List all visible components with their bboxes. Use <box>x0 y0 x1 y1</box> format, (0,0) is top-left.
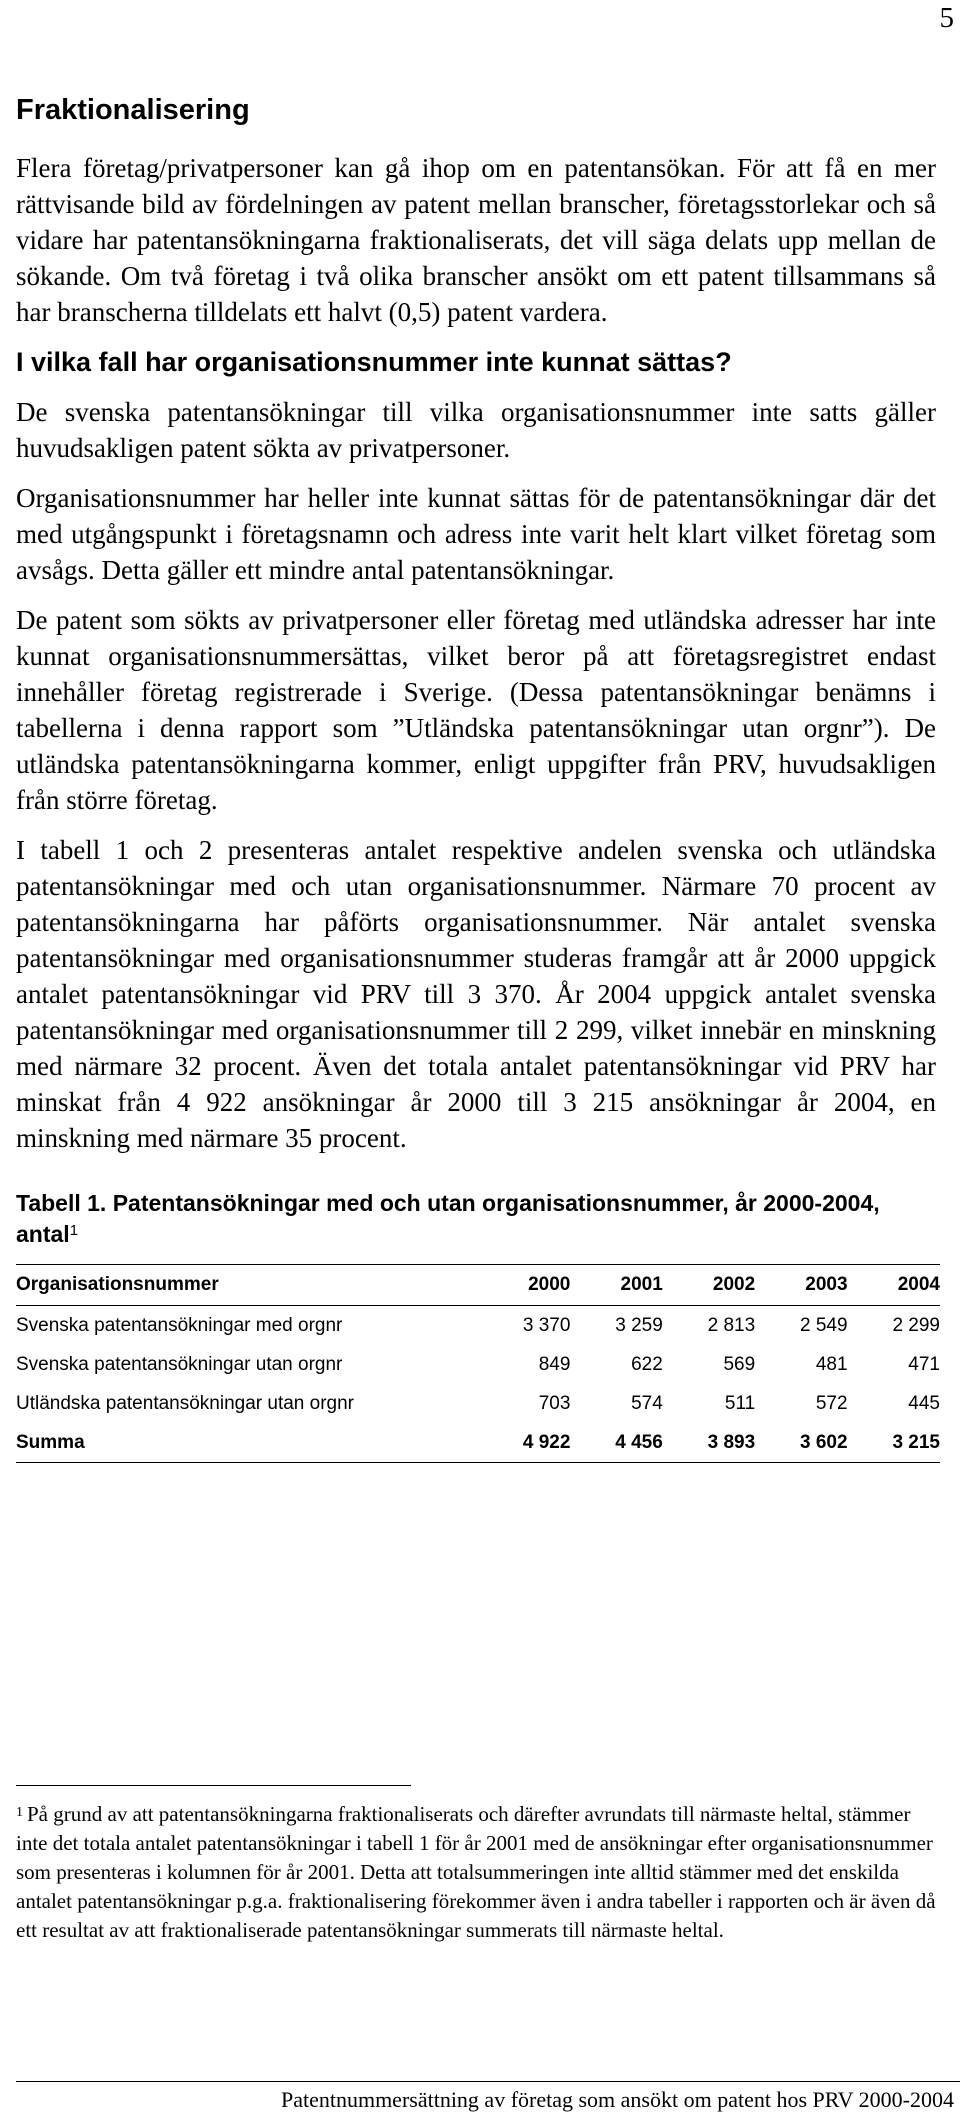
section-heading: Fraktionalisering <box>16 94 250 126</box>
table-cell: Svenska patentansökningar med orgnr <box>16 1314 343 1336</box>
table-cell: Summa <box>16 1431 85 1453</box>
table-cell: 3 370 <box>522 1314 571 1336</box>
table-cell: 4 456 <box>615 1431 663 1453</box>
table-cell: 849 <box>538 1353 571 1375</box>
table-cell: 511 <box>724 1392 756 1414</box>
paragraph: Organisationsnummer har heller inte kunnat sättas för de patentansökningar där det med utgångspunkt i företagsnamn och adress inte varit helt klart vilket företag som avsågs. Detta gäller ett mindre antal patentansökningar. <box>16 483 936 585</box>
table-cell: 574 <box>631 1392 663 1414</box>
table-cell: 471 <box>908 1353 940 1375</box>
table-cell: 4 922 <box>522 1431 571 1453</box>
document-body <box>16 92 940 1463</box>
column-header: 2003 <box>805 1274 848 1295</box>
column-header: 2001 <box>620 1274 663 1295</box>
paragraph: I tabell 1 och 2 presenteras antalet respektive andelen svenska och utländska patentansökningar med och utan organisationsnummer. Närmare 70 procent av patentansökningarna har påförts organisationsnummer. När antalet svenska patentansökningar med organisationsnummer studeras framgår att år 2000 uppgick antalet patentansökningar vid PRV till 3 370. År 2004 uppgick antalet svenska patentansökningar med organisationsnummer till 2 299, vilket innebär en minskning med närmare 32 procent. Även det totala antalet patentansökningar vid PRV har minskat från 4 922 ansökningar år 2000 till 3 215 ansökningar år 2004, en minskning med närmare 35 procent. <box>16 835 936 1153</box>
table-cell: 445 <box>908 1392 940 1414</box>
table-cell: 2 299 <box>892 1314 940 1336</box>
paragraph: De patent som sökts av privatpersoner eller företag med utländska adresser har inte kunnat organisationsnummersättas, vilket beror på att företagsregistret endast innehåller företag registrerade i Sverige. (Dessa patentansökningar benämns i tabellerna i denna rapport som ”Utländska patentansökningar utan orgnr”). De utländska patentansökningarna kommer, enligt uppgifter från PRV, huvudsakligen från större företag. <box>16 605 936 815</box>
page-footer: Patentnummersättning av företag som ansökt om patent hos PRV 2000-2004 <box>280 2087 954 2112</box>
footnote-text: På grund av att patentansökningarna fraktionaliserats och därefter avrundats till närmaste heltal, stämmer inte det totala antalet patentansökningar i tabell 1 för år 2001 med de ansökningar efter organisationsnummer som presenteras i kolumnen för år 2001. Detta att totalsummeringen inte alltid stämmer med det enskilda antalet patentansökningar p.g.a. fraktionalisering förekommer även i andra tabeller i rapporten och är även då ett resultat av att fraktionaliserade patentansökningar summerats till närmaste heltal. <box>16 1802 936 1942</box>
table-cell: 3 893 <box>707 1431 756 1453</box>
table-cell: 3 259 <box>615 1314 663 1336</box>
table-row <box>16 1345 940 1384</box>
column-header: Organisationsnummer <box>16 1274 219 1295</box>
table-cell: 3 215 <box>892 1431 940 1453</box>
footer-divider <box>16 2081 960 2082</box>
table-cell: 2 813 <box>707 1314 756 1336</box>
table-caption-text: Tabell 1. Patentansökningar med och utan organisationsnummer, år 2000-2004, antal <box>16 1190 880 1247</box>
table-sum-row <box>16 1423 940 1463</box>
table-cell: 2 549 <box>800 1314 848 1336</box>
table-cell: Utländska patentansökningar utan orgnr <box>16 1392 355 1414</box>
footnote-mark: 1 <box>16 1805 23 1820</box>
table-header-row <box>16 1265 940 1306</box>
table-cell: 481 <box>815 1353 848 1375</box>
table-row <box>16 1384 940 1423</box>
sub-heading: I vilka fall har organisationsnummer inte kunnat sättas? <box>16 347 732 377</box>
data-table <box>16 1264 940 1463</box>
footnote-divider <box>16 1785 411 1786</box>
table-cell: 569 <box>723 1353 756 1375</box>
table-row <box>16 1306 940 1346</box>
paragraph: De svenska patentansökningar till vilka organisationsnummer inte satts gäller huvudsakligen patent sökta av privatpersoner. <box>16 397 936 463</box>
paragraph: Flera företag/privatpersoner kan gå ihop om en patentansökan. För att få en mer rättvisande bild av fördelningen av patent mellan branscher, företagsstorlekar och så vidare har patentansökningarna fraktionaliserats, det vill säga delats upp mellan de sökande. Om två företag i två olika branscher ansökt om ett patent tillsammans så har branscherna tilldelats ett halvt (0,5) patent vardera. <box>16 153 936 327</box>
table-cell: 622 <box>631 1353 663 1375</box>
table-cell: 703 <box>538 1392 571 1414</box>
table-caption <box>16 1188 936 1250</box>
table-cell: 3 602 <box>800 1431 848 1453</box>
column-header: 2000 <box>528 1274 571 1295</box>
footnote-reference[interactable]: 1 <box>69 1222 79 1239</box>
page-number: 5 <box>939 2 954 34</box>
table-cell: Svenska patentansökningar utan orgnr <box>16 1353 343 1375</box>
footnote <box>16 1800 936 1945</box>
table-cell: 572 <box>815 1392 848 1414</box>
column-header: 2004 <box>897 1274 940 1295</box>
column-header: 2002 <box>712 1274 756 1295</box>
